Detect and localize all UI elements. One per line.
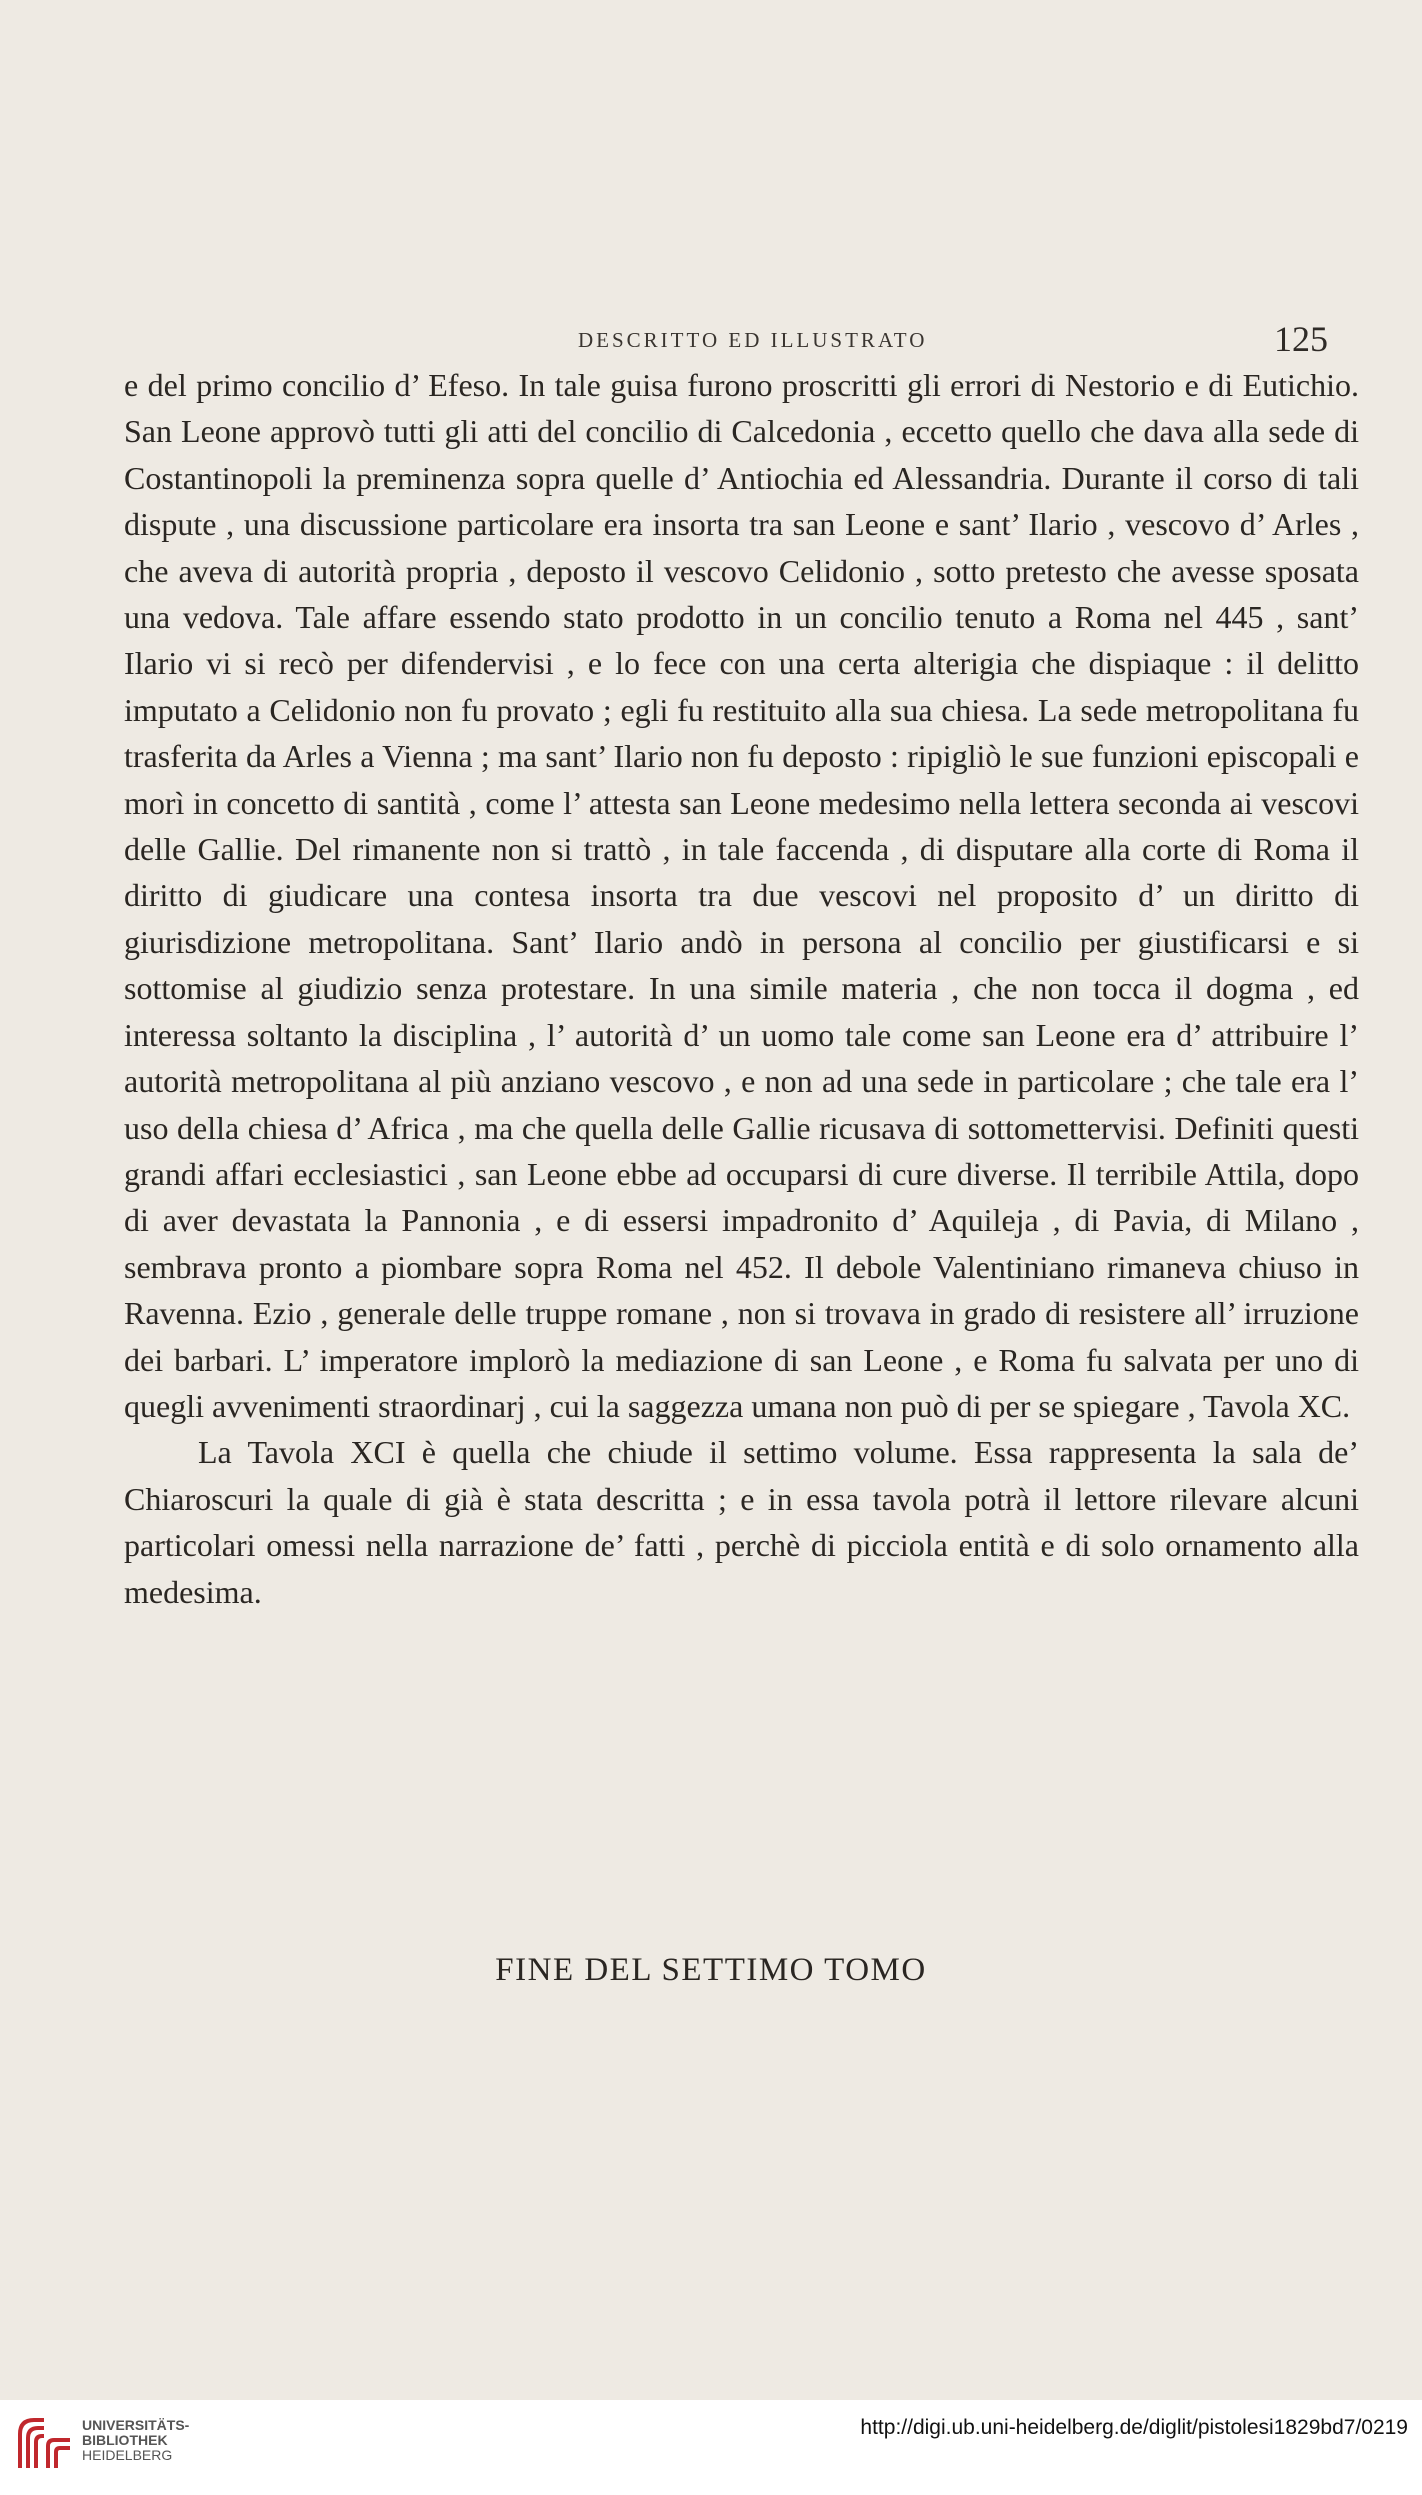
library-name-line: UNIVERSITÄTS- [82, 2417, 190, 2433]
colophon: FINE DEL SETTIMO TOMO [495, 1952, 927, 1988]
body-text [124, 362, 1359, 1615]
paragraph: e del primo concilio d’ Efeso. In tale guisa furono proscritti gli errori di Nestorio e di Eutichio. San Leone approvò tutti gli atti del concilio di Calcedonia , eccetto quello che dava alla sede di Costantinopoli la preminenza sopra quelle d’ Antiochia ed Alessandria. Durante il corso di tali dispute , una discussione particolare era insorta tra san Leone e sant’ Ilario , vescovo d’ Arles , che aveva di autorità propria , deposto il vescovo Celidonio , sotto pretesto che avesse sposata una vedova. Tale affare essendo stato prodotto in un concilio tenuto a Roma nel 445 , sant’ Ilario vi si recò per difendervisi , e lo fece con una certa alterigia che dispiaque : il delitto imputato a Celidonio non fu provato ; egli fu restituito alla sua chiesa. La sede metropolitana fu trasferita da Arles a Vienna ; ma sant’ Ilario non fu deposto : ripigliò le sue funzioni episcopali e morì in concetto di santità , come l’ attesta san Leone medesimo nella lettera seconda ai vescovi delle Gallie. Del rimanente non si trattò , in tale faccenda , di disputare alla corte di Roma il diritto di giudicare una contesa insorta tra due vescovi nel proposito d’ un diritto di giurisdizione metropolitana. Sant’ Ilario andò in persona al concilio per giustificarsi e si sottomise al giudizio senza protestare. In una simile materia , che non tocca il dogma , ed interessa soltanto la disciplina , l’ autorità d’ un uomo tale come san Leone era d’ attribuire l’ autorità metropolitana al più anziano vescovo , e non ad una sede in particolare ; che tale era l’ uso della chiesa d’ Africa , ma che quella delle Gallie ricusava di sottomettervisi. Definiti questi grandi affari ecclesiastici , san Leone ebbe ad occuparsi di cure diverse. Il terribile Attila, dopo di aver devastata la Pannonia , e di essersi impadronito d’ Aquileja , di Pavia, di Milano , sembrava pronto a piombare sopra Roma nel 452. Il debole Valentiniano rimaneva chiuso in Ravenna. Ezio , generale delle truppe romane , non si trovava in grado di resistere all’ irruzione dei barbari. L’ imperatore implorò la mediazione di san Leone , e Roma fu salvata per uno di quegli avvenimenti straordinarj , cui la saggezza umana non può di per se spiegare , Tavola XC. [124, 367, 1359, 1424]
viewer-footer [0, 2400, 1422, 2495]
heidelberg-library-logo-icon[interactable] [14, 2412, 76, 2474]
library-name-line: HEIDELBERG [82, 2447, 173, 2463]
running-head [128, 318, 1328, 368]
paragraph: La Tavola XCI è quella che chiude il settimo volume. Essa rappresenta la sala de’ Chiaroscuri la quale di già è stata descritta ; e in essa tavola potrà il lettore rilevare alcuni particolari omessi nella narrazione de’ fatti , perchè di picciola entità e di solo ornamento alla medesima. [124, 1434, 1359, 1610]
source-url[interactable]: http://digi.ub.uni-heidelberg.de/diglit/pistolesi1829bd7/0219 [860, 2416, 1408, 2439]
running-title: DESCRITTO ED ILLUSTRATO [578, 328, 928, 352]
page-number: 125 [1274, 319, 1328, 359]
library-name [82, 2418, 189, 2463]
library-name-line: BIBLIOTHEK [82, 2432, 168, 2448]
